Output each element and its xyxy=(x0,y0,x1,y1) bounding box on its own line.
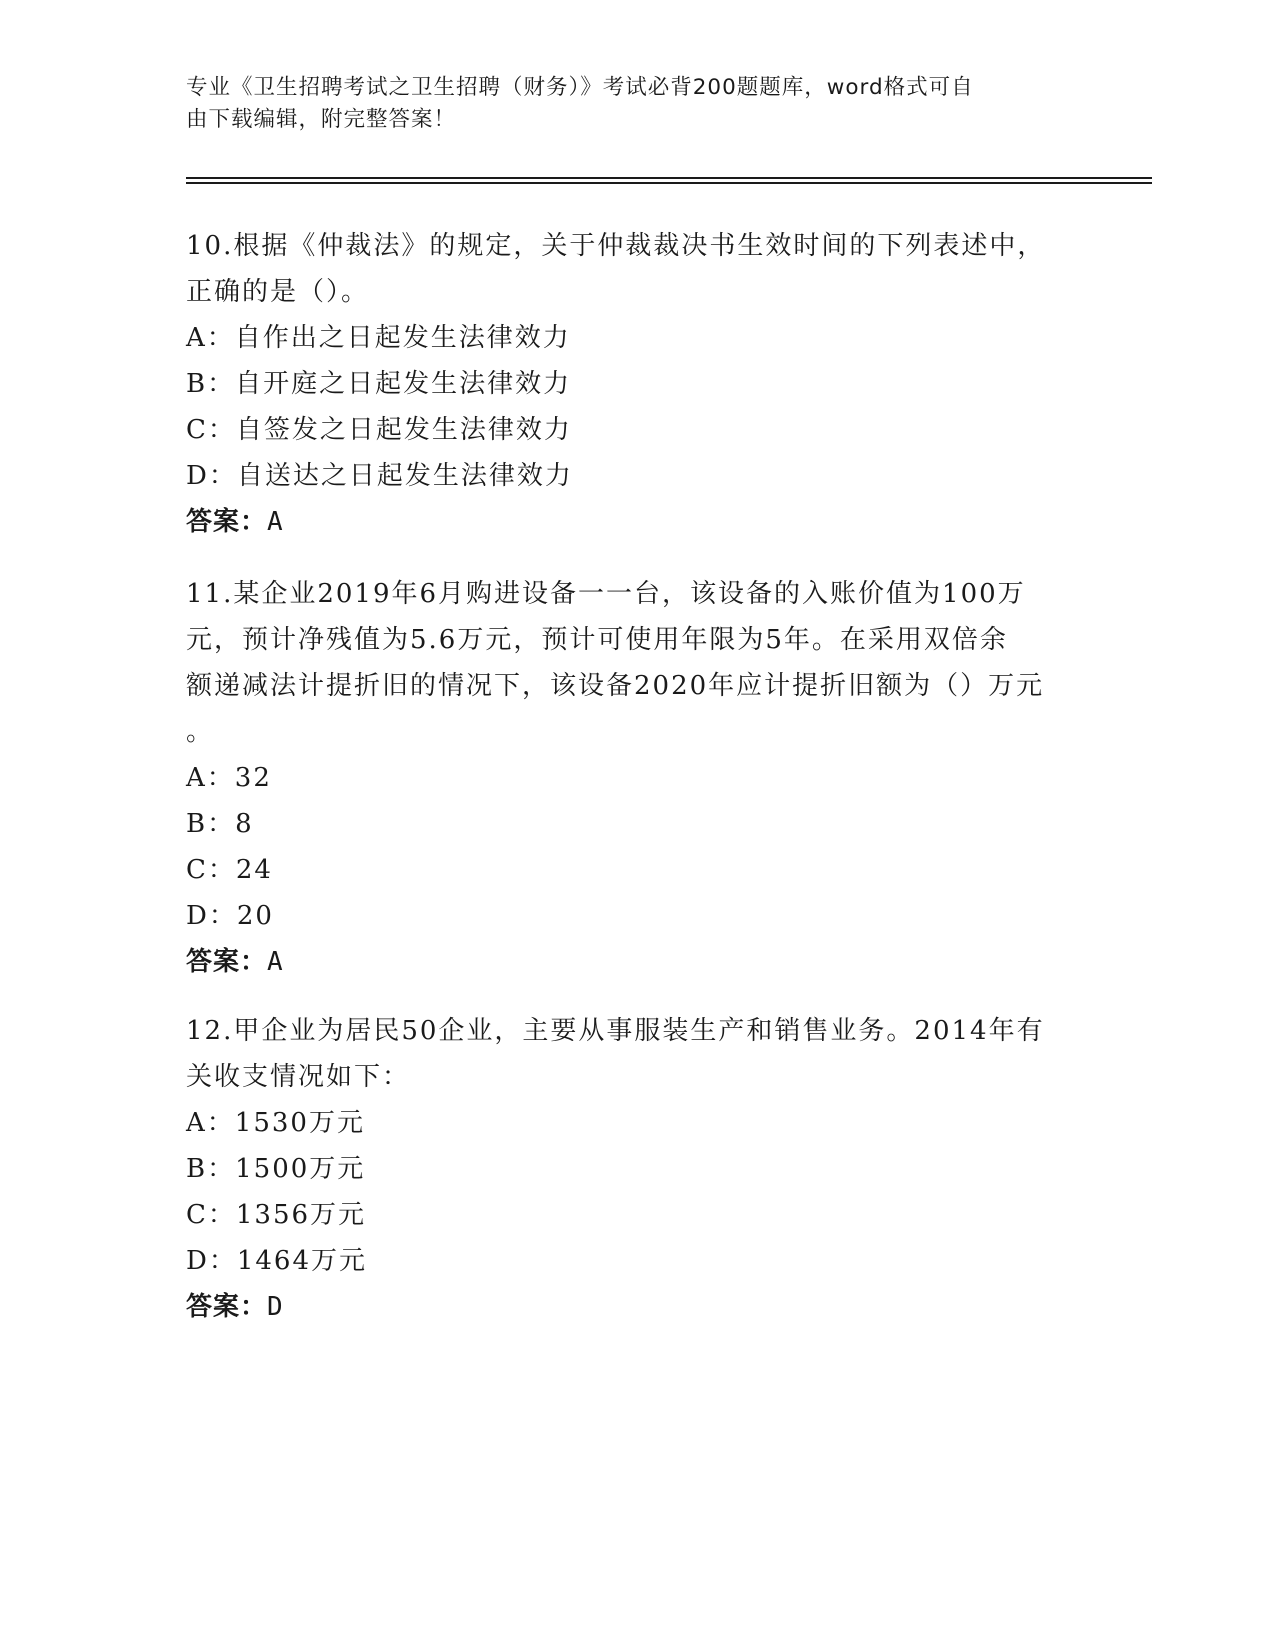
header-line-2: 由下载编辑，附完整答案！ xyxy=(186,107,457,132)
answer-label: 答案： xyxy=(186,947,268,977)
option-b: B：8 xyxy=(186,809,254,839)
header-divider-bottom xyxy=(186,182,1152,184)
document-header xyxy=(186,72,1066,136)
question-stem-line: 。 xyxy=(186,717,215,747)
question-stem-line: 10.根据《仲裁法》的规定，关于仲裁裁决书生效时间的下列表述中， xyxy=(186,231,1046,261)
option-a: A：1530万元 xyxy=(186,1108,365,1138)
header-divider-top xyxy=(186,177,1152,179)
question-stem-line: 12.甲企业为居民50企业，主要从事服装生产和销售业务。2014年有 xyxy=(186,1016,1045,1046)
option-d: D：自送达之日起发生法律效力 xyxy=(186,461,573,491)
option-c: C：自签发之日起发生法律效力 xyxy=(186,415,572,445)
answer-label: 答案： xyxy=(186,1292,268,1322)
question-11 xyxy=(186,571,1076,985)
answer-value: A xyxy=(267,507,284,537)
question-stem-line: 正确的是（）。 xyxy=(186,277,370,307)
question-stem-line: 元，预计净残值为5.6万元，预计可使用年限为5年。在采用双倍余 xyxy=(186,625,1008,655)
header-line-1: 专业《卫生招聘考试之卫生招聘（财务）》考试必背200题题库，word格式可自 xyxy=(186,75,974,100)
option-b: B：自开庭之日起发生法律效力 xyxy=(186,369,572,399)
option-a: A：自作出之日起发生法律效力 xyxy=(186,323,571,353)
option-a: A：32 xyxy=(186,763,272,793)
answer-value: A xyxy=(267,947,284,977)
answer-line xyxy=(186,499,1076,545)
option-b: B：1500万元 xyxy=(186,1154,366,1184)
option-c: C：24 xyxy=(186,855,273,885)
question-stem-line: 11.某企业2019年6月购进设备一一台，该设备的入账价值为100万 xyxy=(186,579,1026,609)
question-stem-line: 关收支情况如下： xyxy=(186,1062,411,1092)
question-10 xyxy=(186,223,1076,545)
question-12 xyxy=(186,1008,1076,1330)
answer-value: D xyxy=(267,1292,284,1322)
answer-line xyxy=(186,939,1076,985)
option-c: C：1356万元 xyxy=(186,1200,367,1230)
option-d: D：20 xyxy=(186,901,274,931)
question-stem-line: 额递减法计提折旧的情况下，该设备2020年应计提折旧额为（）万元 xyxy=(186,671,1045,701)
answer-label: 答案： xyxy=(186,507,268,537)
answer-line xyxy=(186,1284,1076,1330)
option-d: D：1464万元 xyxy=(186,1246,368,1276)
